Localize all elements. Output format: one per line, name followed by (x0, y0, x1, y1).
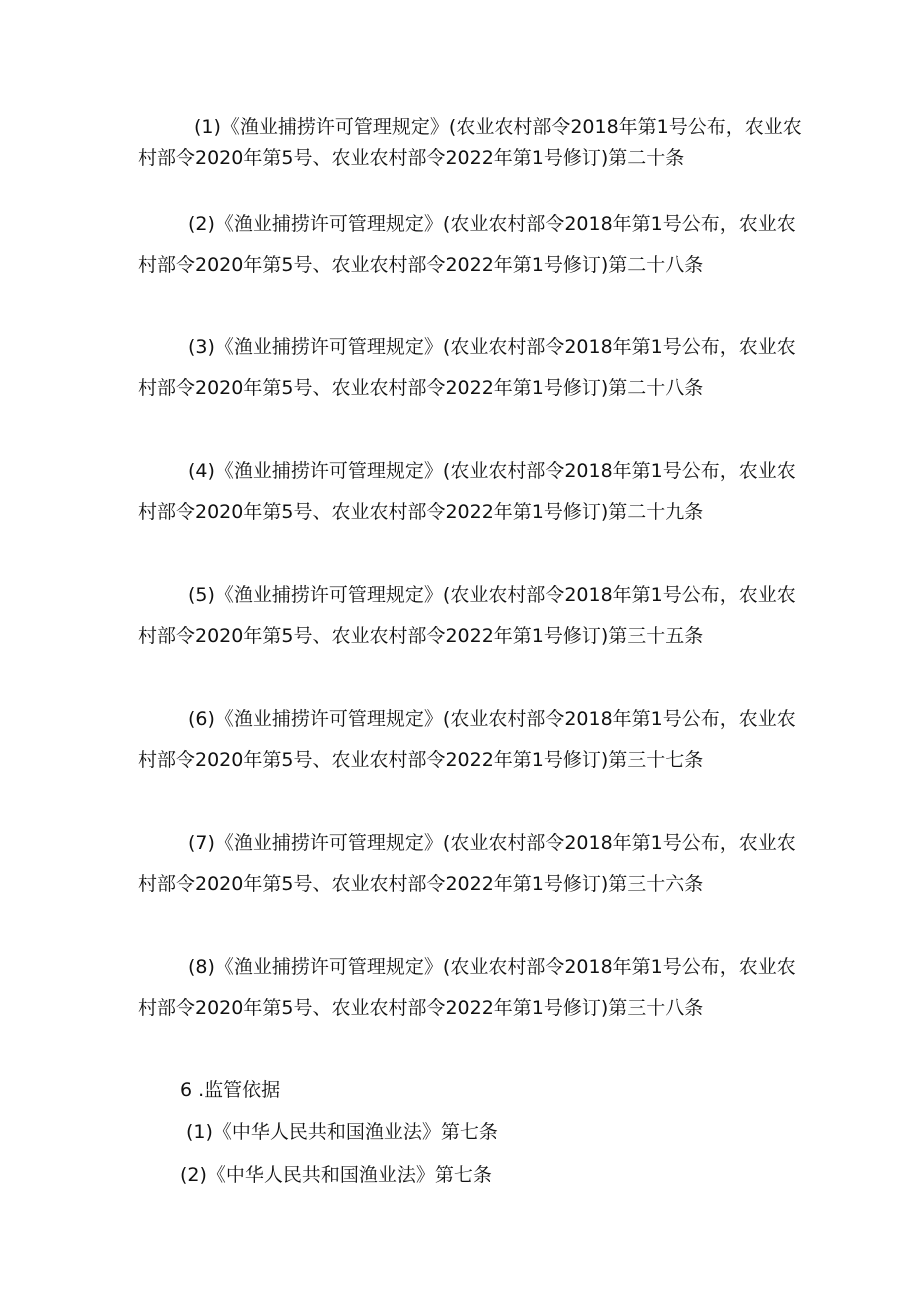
reference-item-1: (1)《渔业捕捞许可管理规定》(农业农村部令2018年第1号公布，农业农村部令2020年第5号、农业农村部令2022年第1号修订)第二十条 (138, 116, 802, 169)
basis-item-1: (1)《中华人民共和国渔业法》第七条 (186, 1121, 498, 1143)
reference-item-8: (8)《渔业捕捞许可管理规定》(农业农村部令2018年第1号公布，农业农村部令2020年第5号、农业农村部令2022年第1号修订)第三十八条 (138, 956, 796, 1019)
reference-item-6: (6)《渔业捕捞许可管理规定》(农业农村部令2018年第1号公布，农业农村部令2020年第5号、农业农村部令2022年第1号修订)第三十七条 (138, 708, 796, 771)
reference-item-3: (3)《渔业捕捞许可管理规定》(农业农村部令2018年第1号公布，农业农村部令2020年第5号、农业农村部令2022年第1号修订)第二十八条 (138, 336, 796, 399)
section-heading: 6 .监管依据 (180, 1079, 281, 1101)
reference-item-4: (4)《渔业捕捞许可管理规定》(农业农村部令2018年第1号公布，农业农村部令2020年第5号、农业农村部令2022年第1号修订)第二十九条 (138, 460, 796, 523)
reference-item-7: (7)《渔业捕捞许可管理规定》(农业农村部令2018年第1号公布，农业农村部令2020年第5号、农业农村部令2022年第1号修订)第三十六条 (138, 832, 796, 895)
reference-item-2: (2)《渔业捕捞许可管理规定》(农业农村部令2018年第1号公布，农业农村部令2020年第5号、农业农村部令2022年第1号修订)第二十八条 (138, 213, 796, 276)
basis-item-2: (2)《中华人民共和国渔业法》第七条 (180, 1164, 492, 1186)
reference-item-5: (5)《渔业捕捞许可管理规定》(农业农村部令2018年第1号公布，农业农村部令2020年第5号、农业农村部令2022年第1号修订)第三十五条 (138, 584, 796, 647)
